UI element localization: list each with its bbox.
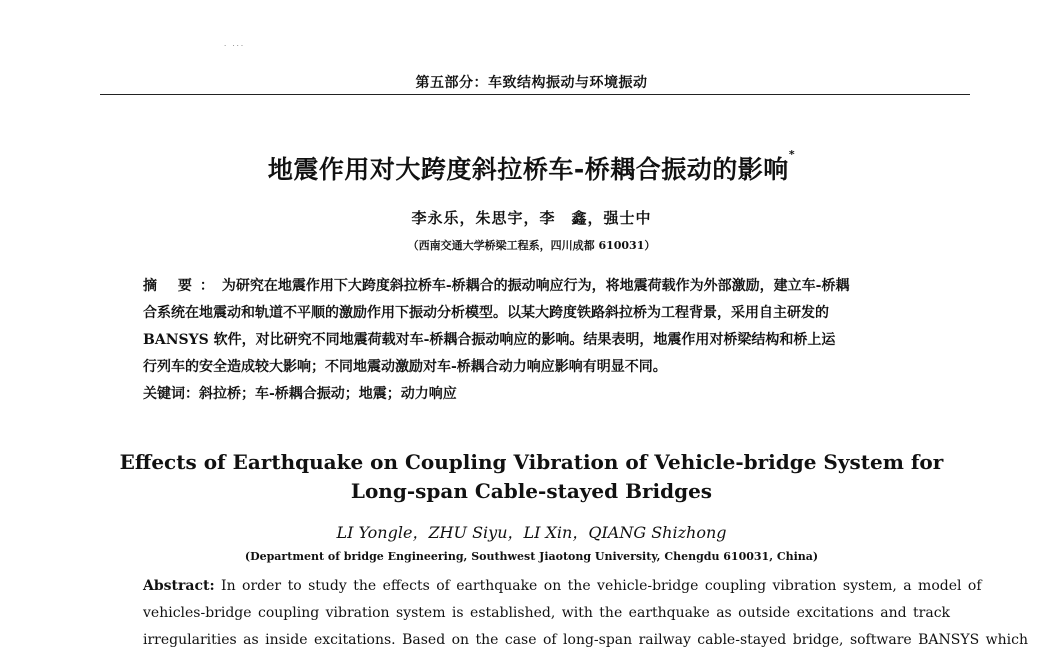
chinese-keywords — [143, 383, 943, 403]
chinese-abstract-line: 为研究在地震作用下大跨度斜拉桥车-桥耦合的振动响应行为，将地震荷载作为外部激励，建立车-桥耦 — [221, 278, 850, 294]
chinese-keywords-label: 关键词： — [143, 386, 199, 402]
english-abstract-line: vehicles-bridge coupling vibration system is established, with the earthquake as outside excitations and track — [143, 605, 951, 621]
title-footnote-mark: * — [788, 148, 796, 161]
english-title-line: Effects of Earthquake on Coupling Vibration of Vehicle-bridge System for — [119, 450, 944, 474]
chinese-abstract — [143, 273, 943, 381]
chinese-abstract-label: 摘 要： — [143, 278, 222, 294]
chinese-abstract-line: 合系统在地震动和轨道不平顺的激励作用下振动分析模型。以某大跨度铁路斜拉桥为工程背景，采用自主研发的 — [143, 305, 829, 321]
english-title — [0, 448, 1063, 506]
chinese-title-text: 地震作用对大跨度斜拉桥车-桥耦合振动的影响 — [267, 155, 789, 184]
english-title-line: Long-span Cable-stayed Bridges — [350, 479, 713, 503]
chinese-abstract-line: 行列车的安全造成较大影响；不同地震动激励对车-桥耦合动力响应影响有明显不同。 — [143, 359, 667, 375]
chinese-affiliation: （西南交通大学桥梁工程系，四川成都 610031） — [407, 239, 656, 252]
scan-speck: . ... — [224, 40, 246, 48]
chinese-title — [0, 150, 1063, 186]
english-abstract-label: Abstract: — [143, 578, 215, 594]
english-authors: LI Yongle，ZHU Siyu，LI Xin，QIANG Shizhong — [336, 523, 727, 542]
english-abstract — [143, 573, 1028, 654]
section-header: 第五部分：车致结构振动与环境振动 — [415, 75, 648, 91]
chinese-abstract-line: BANSYS 软件，对比研究不同地震荷载对车-桥耦合振动响应的影响。结果表明，地震作用对桥梁结构和桥上运 — [143, 332, 836, 348]
chinese-keywords-text: 斜拉桥；车-桥耦合振动；地震；动力响应 — [199, 386, 457, 402]
english-abstract-line: In order to study the effects of earthquake on the vehicle-bridge coupling vibration system, a model of — [214, 578, 982, 594]
header-rule — [100, 94, 970, 95]
english-abstract-line: irregularities as inside excitations. Based on the case of long-span railway cable-stayed bridge, software BANSYS which — [143, 632, 1028, 648]
chinese-authors: 李永乐，朱思宇，李 鑫，强士中 — [411, 209, 652, 227]
english-affiliation: (Department of bridge Engineering, Southwest Jiaotong University, Chengdu 610031, China) — [244, 550, 819, 563]
